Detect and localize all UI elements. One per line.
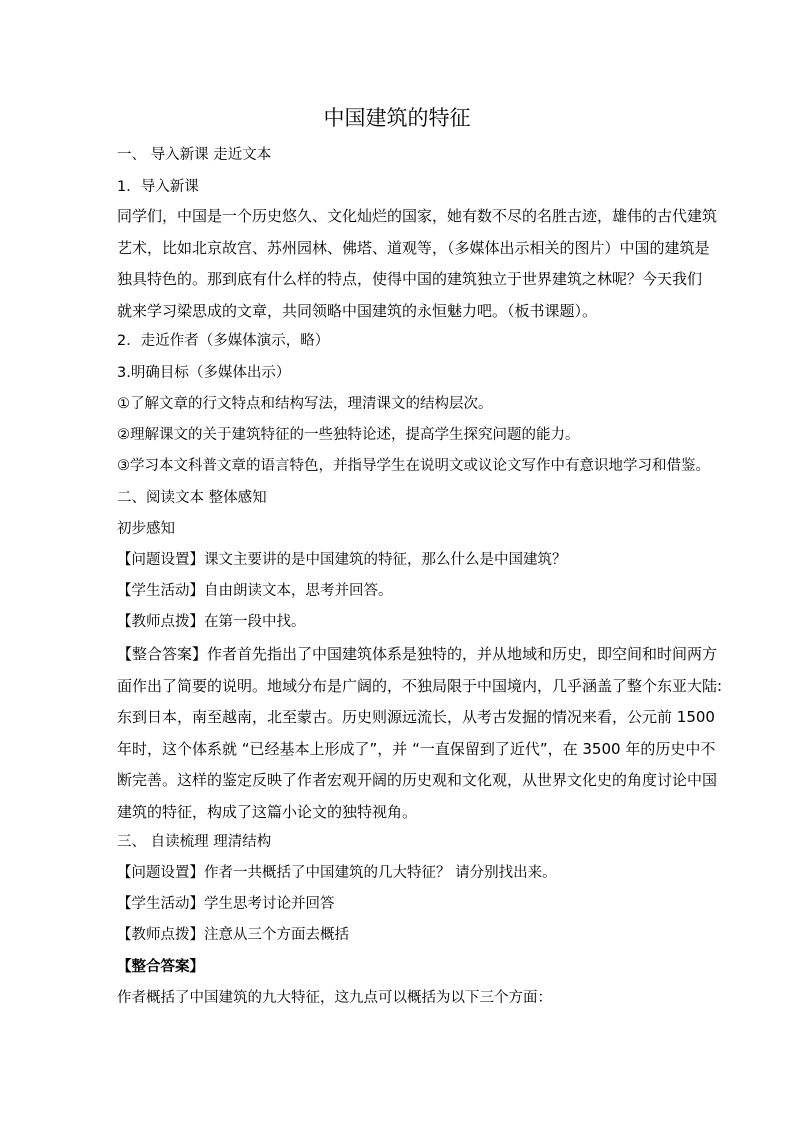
teacher-guidance-2: 【教师点拨】注意从三个方面去概括	[117, 927, 349, 943]
paragraph-line: 年时，这个体系就 “已经基本上形成了”，并 “一直保留到了近代”，在 3500 年的历史中不	[117, 739, 716, 758]
student-activity-2: 【学生活动】学生思考讨论并回答	[117, 896, 335, 912]
answer-paragraph-1	[117, 639, 723, 828]
teacher-guidance-1: 【教师点拨】在第一段中找。	[117, 614, 306, 630]
goal-1: ①了解文章的行文特点和结构写法，理清课文的结构层次。	[117, 396, 493, 412]
answer-text-2: 作者概括了中国建筑的九大特征，这九点可以概括为以下三个方面：	[117, 990, 552, 1006]
answer-label-2: 【整合答案】	[117, 959, 204, 975]
paragraph-line: 东到日本，南至越南，北至蒙古。历史则源远流长，从考古发掘的情况来看，公元前 1500	[117, 708, 715, 726]
document-title: 中国建筑的特征	[323, 106, 471, 130]
student-activity-1: 【学生活动】自由朗读文本，思考并回答。	[117, 583, 393, 599]
subsection-author: 2．走近作者（多媒体演示，略）	[117, 333, 330, 349]
goal-2: ②理解课文的关于建筑特征的一些独特论述，提高学生探究问题的能力。	[117, 427, 580, 443]
goal-3: ③学习本文科普文章的语言特色，并指导学生在说明文或议论文写作中有意识地学习和借鉴。	[117, 458, 710, 474]
question-setting-2: 【问题设置】作者一共概括了中国建筑的几大特征？ 请分别找出来。	[117, 865, 557, 881]
subsection-intro: 1．导入新课	[117, 179, 199, 195]
paragraph-line: 【整合答案】作者首先指出了中国建筑体系是独特的，并从地域和历史，即空间和时间两方	[117, 645, 718, 663]
subsection-initial: 初步感知	[117, 521, 175, 537]
section-2-heading: 二、阅读文本 整体感知	[117, 490, 267, 506]
section-3-heading: 三、 自读梳理 理清结构	[117, 834, 272, 850]
paragraph-line: 艺术，比如北京故宫、苏州园林、佛塔、道观等，（多媒体出示相关的图片）中国的建筑是	[117, 238, 710, 257]
subsection-goals: 3.明确目标（多媒体出示）	[117, 365, 291, 381]
paragraph-line: 就来学习梁思成的文章，共同领略中国建筑的永恒魅力吧。（板书课题）。	[117, 301, 598, 320]
question-setting-1: 【问题设置】课文主要讲的是中国建筑的特征，那么什么是中国建筑？	[117, 552, 567, 568]
paragraph-line: 建筑的特征，构成了这篇小论文的独特视角。	[117, 802, 418, 821]
paragraph-line: 独具特色的。那到底有什么样的特点，使得中国的建筑独立于世界建筑之林呢？今天我们	[117, 270, 703, 288]
paragraph-line: 面作出了简要的说明。地域分布是广阔的，不独局限于中国境内，几乎涵盖了整个东亚大陆:	[117, 676, 723, 695]
paragraph-line: 同学们，中国是一个历史悠久、文化灿烂的国家，她有数不尽的名胜古迹，雄伟的古代建筑	[117, 207, 718, 225]
section-1-heading: 一、 导入新课 走近文本	[117, 147, 272, 163]
paragraph-line: 断完善。这样的鉴定反映了作者宏观开阔的历史观和文化观，从世界文化史的角度讨论中国	[117, 771, 718, 789]
intro-paragraph	[117, 201, 718, 327]
